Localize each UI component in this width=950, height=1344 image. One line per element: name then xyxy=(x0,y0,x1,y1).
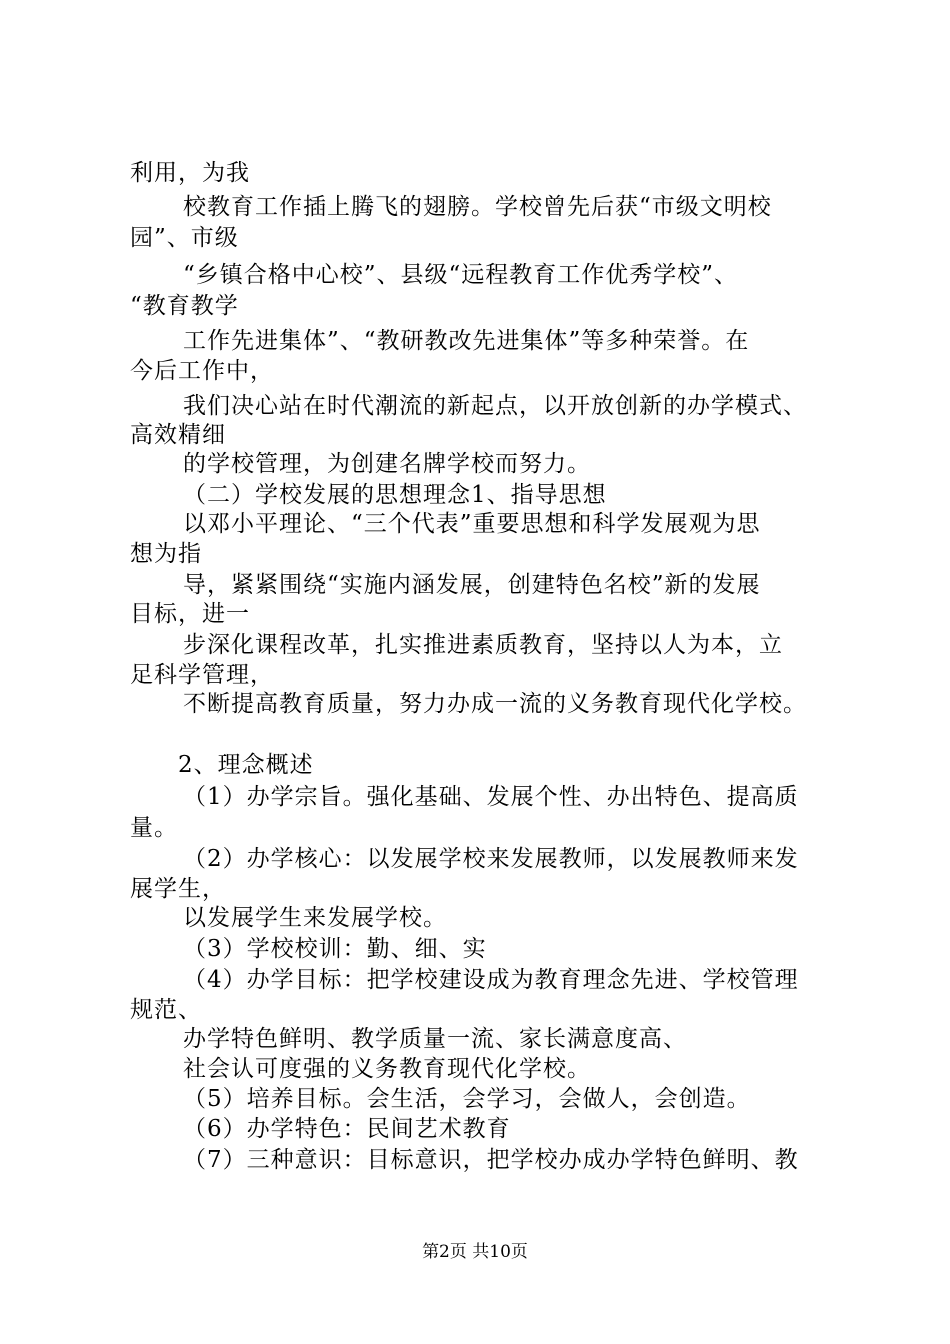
text-line: 校教育工作插上腾飞的翅膀。学校曾先后获“市级文明校 xyxy=(183,194,772,220)
text-line: （4）办学目标：把学校建设成为教育理念先进、学校管理 xyxy=(183,967,799,993)
text-line: 2、理念概述 xyxy=(178,752,314,778)
text-line: （二）学校发展的思想理念1、指导思想 xyxy=(183,482,607,508)
text-line: “乡镇合格中心校”、县级“远程教育工作优秀学校”、 xyxy=(183,262,739,288)
text-line: 步深化课程改革，扎实推进素质教育，坚持以人为本，立 xyxy=(183,632,783,658)
page-footer: 第2页 共10页 xyxy=(422,1242,528,1262)
text-line: （7）三种意识：目标意识，把学校办成办学特色鲜明、教 xyxy=(183,1147,799,1173)
text-line: 工作先进集体”、“教研教改先进集体”等多种荣誉。在 xyxy=(183,328,750,354)
text-line: （6）办学特色：民间艺术教育 xyxy=(183,1116,511,1142)
text-line: 我们决心站在时代潮流的新起点，以开放创新的办学模式、 xyxy=(183,393,807,419)
text-line: 利用，为我 xyxy=(130,160,250,186)
text-line: 高效精细 xyxy=(130,422,226,448)
text-line: 想为指 xyxy=(130,541,202,567)
text-line: 目标，进一 xyxy=(130,601,250,627)
text-line: 规范、 xyxy=(130,997,202,1023)
text-line: （1）办学宗旨。强化基础、发展个性、办出特色、提高质 xyxy=(183,784,799,810)
text-line: 量。 xyxy=(130,815,178,841)
text-line: 的学校管理，为创建名牌学校而努力。 xyxy=(183,451,591,477)
text-line: 办学特色鲜明、教学质量一流、家长满意度高、 xyxy=(183,1026,687,1052)
text-line: 园”、市级 xyxy=(130,225,239,251)
text-line: （5）培养目标。会生活，会学习，会做人，会创造。 xyxy=(183,1086,751,1112)
text-line: 以发展学生来发展学校。 xyxy=(183,905,447,931)
text-line: （3）学校校训：勤、细、实 xyxy=(183,936,487,962)
text-line: 今后工作中， xyxy=(130,358,274,384)
text-line: 不断提高教育质量，努力办成一流的义务教育现代化学校。 xyxy=(183,691,807,717)
text-line: “教育教学 xyxy=(130,293,239,319)
text-line: 以邓小平理论、“三个代表”重要思想和科学发展观为思 xyxy=(183,511,761,537)
text-line: 足科学管理， xyxy=(130,662,274,688)
text-line: 展学生， xyxy=(130,876,226,902)
text-line: 社会认可度强的义务教育现代化学校。 xyxy=(183,1056,591,1082)
text-line: 导，紧紧围绕“实施内涵发展，创建特色名校”新的发展 xyxy=(183,572,761,598)
text-line: （2）办学核心：以发展学校来发展教师，以发展教师来发 xyxy=(183,846,799,872)
